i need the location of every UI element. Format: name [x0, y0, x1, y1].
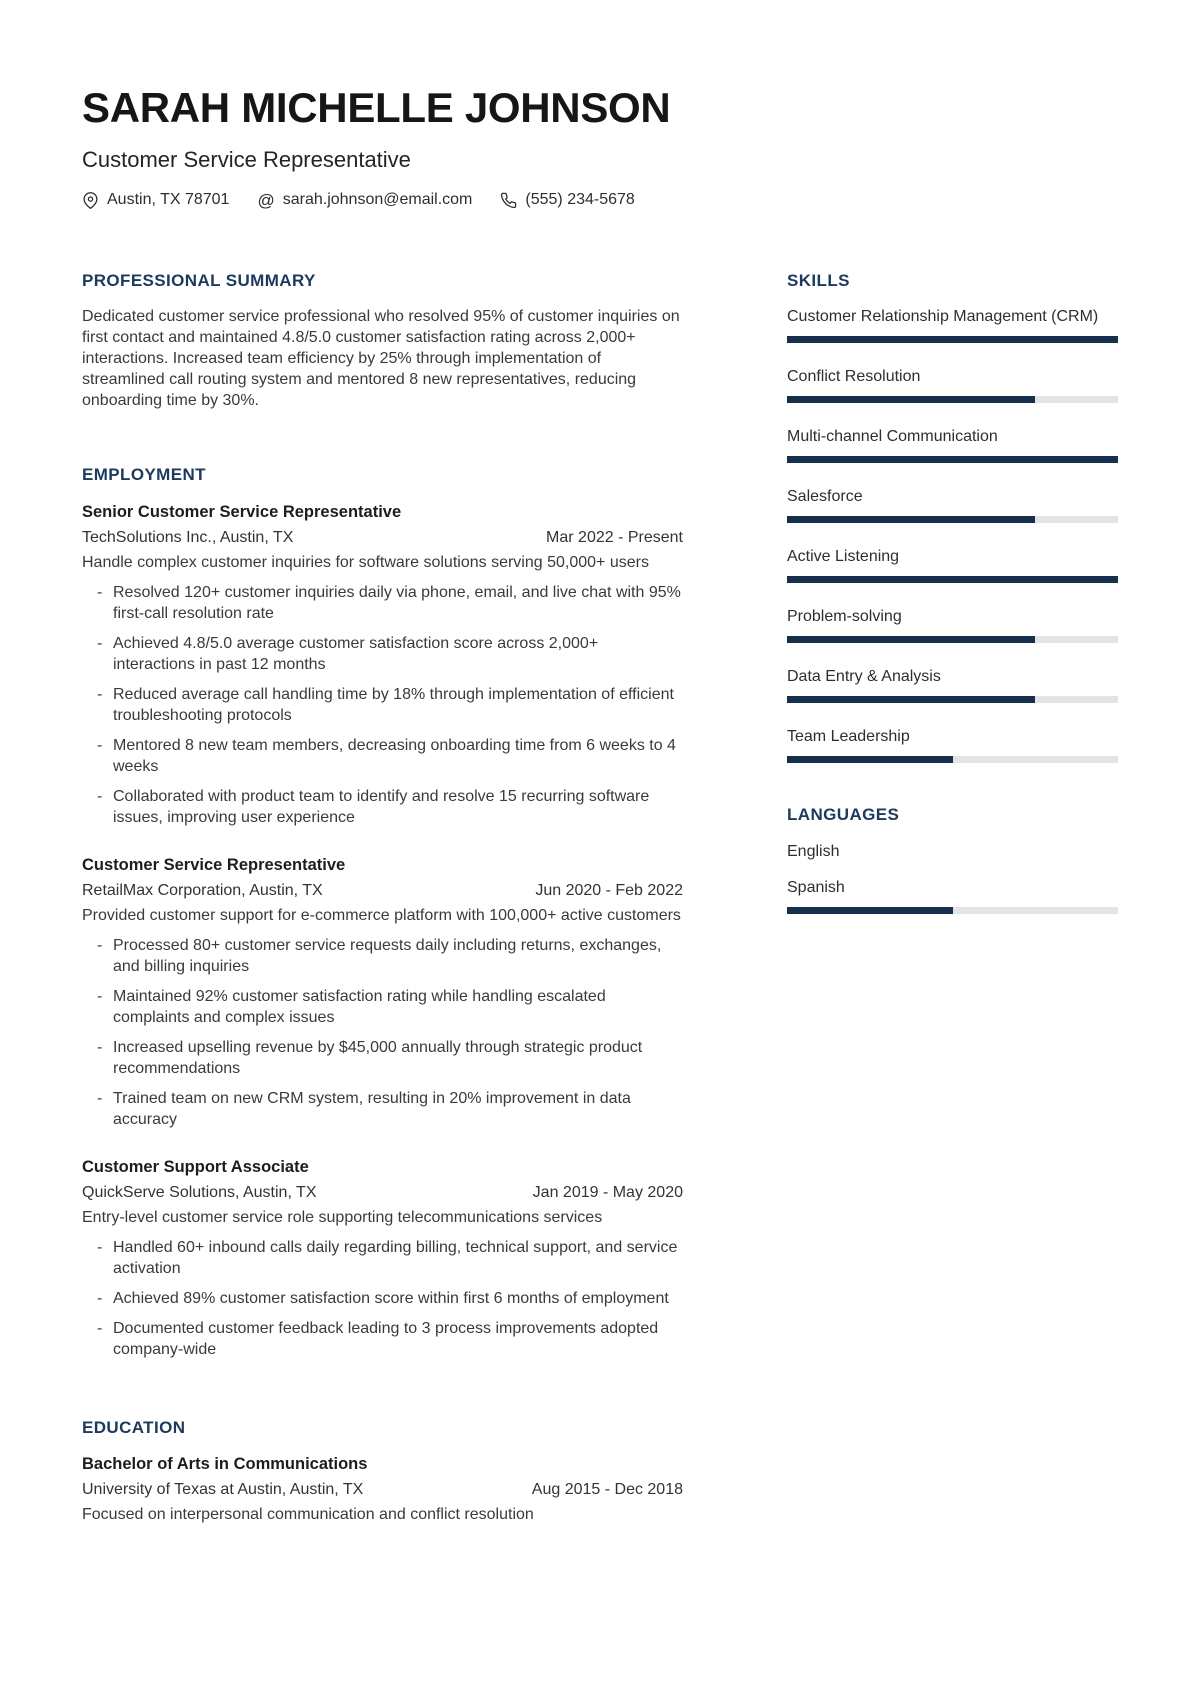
job-entry	[82, 854, 683, 1130]
skill-label: Multi-channel Communication	[787, 428, 998, 446]
skill-bar	[787, 756, 1118, 763]
contact-location	[82, 191, 229, 209]
skill-bar	[787, 516, 1118, 523]
bullet-dash: -	[97, 685, 103, 703]
language-label: Spanish	[787, 878, 845, 896]
skill-item	[787, 306, 1118, 343]
skill-bar-fill	[787, 396, 1035, 403]
languages-heading: LANGUAGES	[787, 805, 900, 825]
skill-item	[787, 606, 1118, 643]
job-bullet	[82, 986, 683, 1028]
right-column	[787, 271, 1118, 1525]
skill-item	[787, 486, 1118, 523]
skill-bar-fill	[787, 336, 1118, 343]
job-bullets	[82, 582, 683, 828]
education-heading: EDUCATION	[82, 1417, 186, 1437]
skill-bar	[787, 576, 1118, 583]
skill-label: Salesforce	[787, 488, 863, 506]
job-company: QuickServe Solutions, Austin, TX	[82, 1183, 317, 1201]
job-meta	[82, 527, 683, 548]
person-title: Customer Service Representative	[82, 147, 411, 173]
bullet-dash: -	[97, 787, 103, 805]
job-title: Customer Service Representative	[82, 855, 346, 874]
job-meta	[82, 880, 683, 901]
summary-heading: PROFESSIONAL SUMMARY	[82, 271, 316, 291]
job-bullet	[82, 684, 683, 726]
skill-item	[787, 726, 1118, 763]
skill-item	[787, 366, 1118, 403]
job-bullet	[82, 1288, 683, 1309]
job-description: Entry-level customer service role supporting telecommunications services	[82, 1208, 603, 1226]
skill-bar-fill	[787, 756, 953, 763]
person-name: SARAH MICHELLE JOHNSON	[82, 84, 671, 131]
language-item	[787, 841, 1118, 862]
job-title: Customer Support Associate	[82, 1157, 309, 1176]
job-bullets	[82, 935, 683, 1130]
job-meta	[82, 1182, 683, 1203]
employment-section	[82, 465, 683, 1359]
skill-bar	[787, 636, 1118, 643]
phone-icon	[500, 192, 517, 209]
job-bullet	[82, 735, 683, 777]
skill-bar-fill	[787, 636, 1035, 643]
location-pin-icon	[82, 192, 99, 209]
skill-item	[787, 546, 1118, 583]
job-entry	[82, 1156, 683, 1360]
bullet-dash: -	[97, 1289, 103, 1307]
education-description: Focused on interpersonal communication and conflict resolution	[82, 1506, 534, 1524]
bullet-dash: -	[97, 936, 103, 954]
bullet-dash: -	[97, 1038, 103, 1056]
skill-item	[787, 426, 1118, 463]
job-entry	[82, 501, 683, 828]
bullet-text: Achieved 4.8/5.0 average customer satisfaction score across 2,000+ interactions in past 12 months	[113, 634, 599, 673]
job-bullet	[82, 1318, 683, 1360]
bullet-text: Mentored 8 new team members, decreasing onboarding time from 6 weeks to 4 weeks	[113, 736, 676, 775]
bullet-text: Documented customer feedback leading to 3 process improvements adopted company-wide	[113, 1319, 659, 1358]
skill-bar-fill	[787, 456, 1118, 463]
bullet-dash: -	[97, 1238, 103, 1256]
resume-header	[82, 86, 1118, 209]
contact-row	[82, 191, 1118, 209]
job-description: Provided customer support for e-commerce platform with 100,000+ active customers	[82, 906, 681, 924]
skill-bar	[787, 396, 1118, 403]
bullet-dash: -	[97, 1089, 103, 1107]
summary-section	[82, 271, 683, 411]
contact-email-text: sarah.johnson@email.com	[282, 191, 473, 209]
language-bar-fill	[787, 907, 953, 914]
education-dates: Aug 2015 - Dec 2018	[531, 1481, 683, 1499]
education-meta	[82, 1479, 683, 1500]
bullet-dash: -	[97, 987, 103, 1005]
contact-phone-text: (555) 234-5678	[525, 191, 635, 209]
job-bullet	[82, 1088, 683, 1130]
job-company: RetailMax Corporation, Austin, TX	[82, 881, 323, 899]
skill-label: Problem-solving	[787, 608, 902, 626]
bullet-dash: -	[97, 583, 103, 601]
job-dates: Jan 2019 - May 2020	[532, 1183, 683, 1201]
skill-label: Active Listening	[787, 548, 900, 566]
skill-bar	[787, 696, 1118, 703]
skills-list	[787, 306, 1118, 763]
bullet-text: Collaborated with product team to identify and resolve 15 recurring software issues, improving user experience	[113, 787, 650, 826]
job-bullet	[82, 786, 683, 828]
job-bullet	[82, 633, 683, 675]
education-degree: Bachelor of Arts in Communications	[82, 1455, 368, 1474]
skill-label: Data Entry & Analysis	[787, 668, 941, 686]
skill-bar	[787, 336, 1118, 343]
skills-section	[787, 271, 1118, 763]
skill-bar	[787, 456, 1118, 463]
languages-list	[787, 841, 1118, 914]
bullet-text: Achieved 89% customer satisfaction score within first 6 months of employment	[113, 1289, 669, 1307]
employment-heading: EMPLOYMENT	[82, 465, 206, 485]
left-column	[82, 271, 683, 1525]
bullet-dash: -	[97, 736, 103, 754]
education-section	[82, 1418, 683, 1525]
job-bullets	[82, 1237, 683, 1360]
job-dates: Mar 2022 - Present	[546, 528, 683, 546]
job-company: TechSolutions Inc., Austin, TX	[82, 528, 294, 546]
skill-item	[787, 666, 1118, 703]
language-label: English	[787, 842, 840, 860]
job-bullet	[82, 582, 683, 624]
bullet-text: Processed 80+ customer service requests daily including returns, exchanges, and billing inquiries	[113, 936, 662, 975]
bullet-dash: -	[97, 1319, 103, 1337]
bullet-dash: -	[97, 634, 103, 652]
job-dates: Jun 2020 - Feb 2022	[535, 881, 683, 899]
skill-bar-fill	[787, 576, 1118, 583]
email-at-icon: @	[257, 190, 275, 210]
jobs-list	[82, 501, 683, 1360]
bullet-text: Reduced average call handling time by 18% through implementation of efficient troubleshooting protocols	[113, 685, 674, 724]
skills-heading: SKILLS	[787, 271, 850, 291]
bullet-text: Increased upselling revenue by $45,000 annually through strategic product recommendations	[113, 1038, 643, 1077]
bullet-text: Resolved 120+ customer inquiries daily via phone, email, and live chat with 95% first-call resolution rate	[113, 583, 681, 622]
job-bullet	[82, 1037, 683, 1079]
education-school: University of Texas at Austin, Austin, TX	[82, 1481, 364, 1499]
contact-phone	[500, 191, 634, 209]
language-bar	[787, 907, 1118, 914]
summary-text: Dedicated customer service professional who resolved 95% of customer inquiries on first contact and maintained 4.8/5.0 customer satisfaction rating across 2,000+ interactions. Increased team efficiency by 25% through implementation of streamlined call routing system and mentored 8 new representatives, reducing onboarding time by 30%.	[82, 308, 680, 410]
skill-label: Conflict Resolution	[787, 368, 921, 386]
bullet-text: Maintained 92% customer satisfaction rating while handling escalated complaints and complex issues	[113, 987, 606, 1026]
bullet-text: Trained team on new CRM system, resulting in 20% improvement in data accuracy	[113, 1089, 631, 1128]
skill-label: Customer Relationship Management (CRM)	[787, 308, 1099, 326]
job-title: Senior Customer Service Representative	[82, 502, 402, 521]
contact-email	[257, 191, 472, 209]
bullet-text: Handled 60+ inbound calls daily regarding billing, technical support, and service activation	[113, 1238, 678, 1277]
skill-bar-fill	[787, 696, 1035, 703]
job-bullet	[82, 935, 683, 977]
job-bullet	[82, 1237, 683, 1279]
language-item	[787, 877, 1118, 914]
skill-label: Team Leadership	[787, 728, 910, 746]
skill-bar-fill	[787, 516, 1035, 523]
job-description: Handle complex customer inquiries for software solutions serving 50,000+ users	[82, 553, 649, 571]
languages-section	[787, 805, 1118, 913]
contact-location-text: Austin, TX 78701	[107, 191, 230, 209]
